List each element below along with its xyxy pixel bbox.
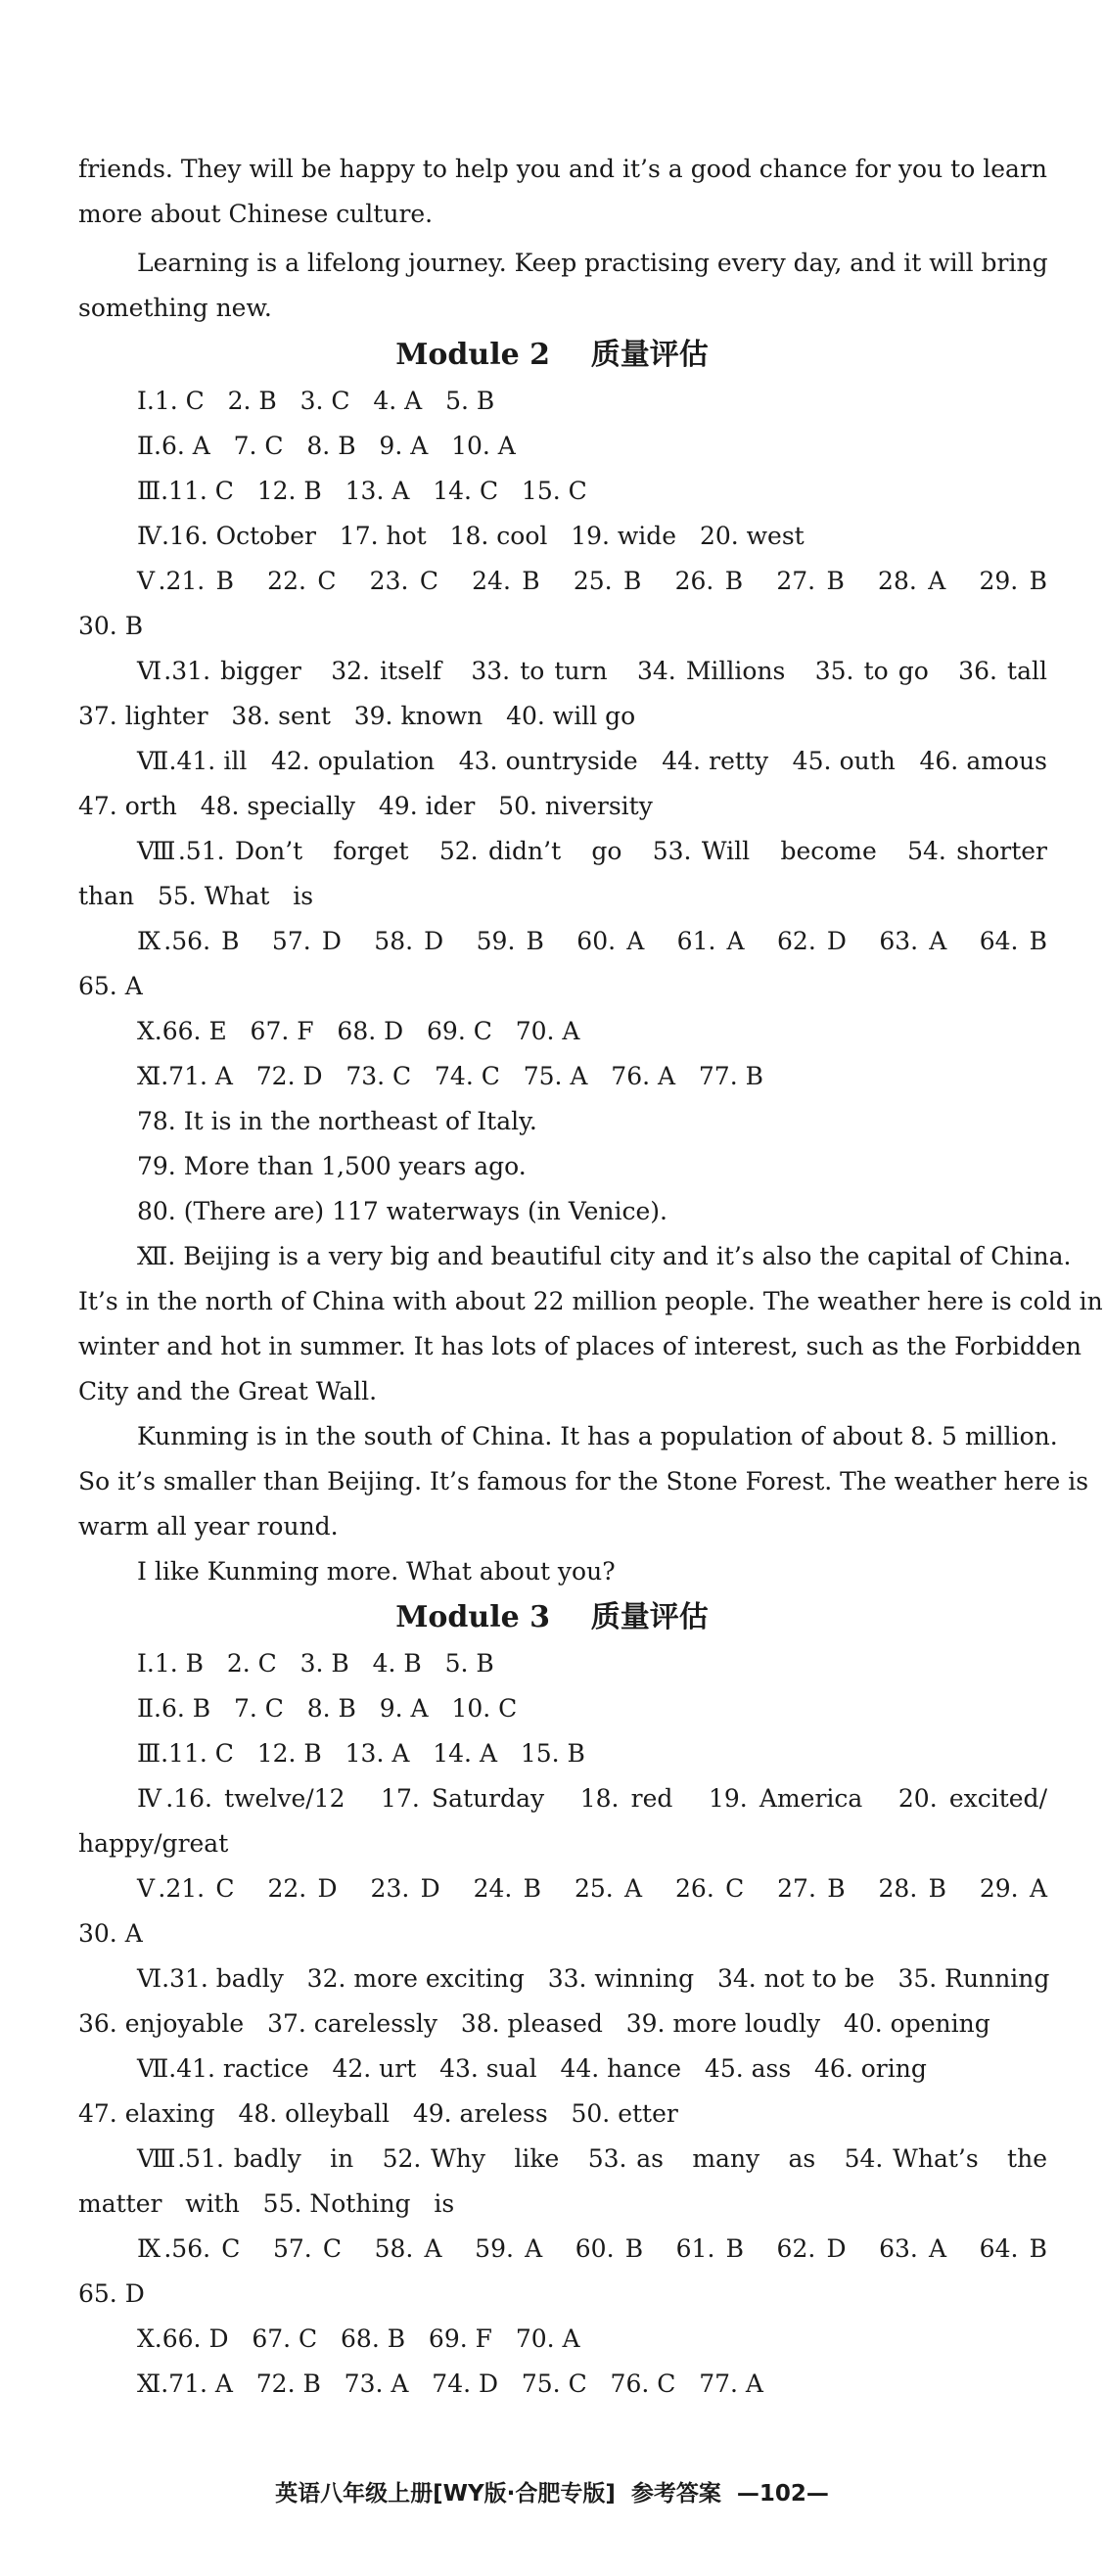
module2-title: Module 2 质量评估 (395, 338, 709, 372)
answer-line: Ⅲ.11. C 12. B 13. A 14. A 15. B (137, 1739, 585, 1768)
essay-line: winter and hot in summer. It has lots of places of interest, such as the Forbidden (78, 1332, 1081, 1360)
answer-line: Ⅳ.16. twelve/12 17. Saturday 18. red 19. America 20. excited/ (137, 1784, 1047, 1813)
answer-line: Ⅶ.41. ractice 42. urt 43. sual 44. hance 45. ass 46. oring (137, 2054, 927, 2083)
answer-line: 47. orth 48. specially 49. ider 50. niversity (78, 792, 653, 820)
essay-line: I like Kunming more. What about you? (137, 1557, 616, 1586)
intro-line: something new. (78, 294, 272, 322)
answer-line: Ⅱ.6. B 7. C 8. B 9. A 10. C (137, 1694, 518, 1723)
answer-line: Ⅱ.6. A 7. C 8. B 9. A 10. A (137, 432, 516, 460)
answer-line: Ⅸ.56. B 57. D 58. D 59. B 60. A 61. A 62. D 63. A 64. B (137, 927, 1047, 955)
answer-line: Ⅹ.66. E 67. F 68. D 69. C 70. A (137, 1017, 580, 1045)
essay-line: warm all year round. (78, 1512, 339, 1541)
answer-line: Ⅹ.66. D 67. C 68. B 69. F 70. A (137, 2324, 580, 2353)
intro-line: Learning is a lifelong journey. Keep practising every day, and it will bring (137, 249, 1048, 277)
module3-title: Module 3 质量评估 (395, 1600, 709, 1634)
answer-line: Ⅷ.51. Don’t forget 52. didn’t go 53. Will become 54. shorter (137, 837, 1047, 865)
answer-line: 65. A (78, 972, 143, 1000)
intro-line: friends. They will be happy to help you and it’s a good chance for you to learn (78, 155, 1047, 183)
essay-line: Ⅻ. Beijing is a very big and beautiful city and it’s also the capital of China. (137, 1242, 1072, 1270)
answer-line: 80. (There are) 117 waterways (in Venice). (137, 1197, 667, 1225)
answer-line: happy/great (78, 1829, 229, 1858)
answer-line: Ⅵ.31. bigger 32. itself 33. to turn 34. Millions 35. to go 36. tall (137, 657, 1047, 685)
page-footer: 英语八年级上册[WY版·合肥专版] 参考答案 —102— (275, 2481, 829, 2507)
answer-line: 30. B (78, 612, 144, 640)
answer-line: Ⅶ.41. ill 42. opulation 43. ountryside 44. retty 45. outh 46. amous (137, 747, 1047, 775)
answer-line: Ⅳ.16. October 17. hot 18. cool 19. wide 20. west (137, 522, 805, 550)
answer-line: matter with 55. Nothing is (78, 2189, 455, 2218)
answer-line: Ⅲ.11. C 12. B 13. A 14. C 15. C (137, 477, 587, 505)
answer-line: Ⅰ.1. C 2. B 3. C 4. A 5. B (137, 387, 495, 415)
answer-line: Ⅵ.31. badly 32. more exciting 33. winning 34. not to be 35. Running (137, 1964, 1050, 1993)
answer-line: Ⅺ.71. A 72. D 73. C 74. C 75. A 76. A 77. B (137, 1062, 763, 1090)
answer-line: Ⅴ.21. C 22. D 23. D 24. B 25. A 26. C 27. B 28. B 29. A (137, 1874, 1047, 1903)
essay-line: City and the Great Wall. (78, 1377, 378, 1405)
intro-line: more about Chinese culture. (78, 200, 434, 228)
answer-line: Ⅰ.1. B 2. C 3. B 4. B 5. B (137, 1649, 494, 1678)
answer-line: 47. elaxing 48. olleyball 49. areless 50. etter (78, 2099, 678, 2128)
essay-line: Kunming is in the south of China. It has a population of about 8. 5 million. (137, 1422, 1058, 1450)
answer-line: 37. lighter 38. sent 39. known 40. will go (78, 702, 636, 730)
answer-line: Ⅴ.21. B 22. C 23. C 24. B 25. B 26. B 27. B 28. A 29. B (137, 567, 1047, 595)
answer-line: 79. More than 1,500 years ago. (137, 1152, 527, 1180)
essay-line: So it’s smaller than Beijing. It’s famous for the Stone Forest. The weather here is (78, 1467, 1089, 1495)
answer-line: Ⅸ.56. C 57. C 58. A 59. A 60. B 61. B 62. D 63. A 64. B (137, 2234, 1047, 2263)
answer-line: 78. It is in the northeast of Italy. (137, 1107, 537, 1135)
answer-line: Ⅺ.71. A 72. B 73. A 74. D 75. C 76. C 77. A (137, 2369, 763, 2398)
answer-line: Ⅷ.51. badly in 52. Why like 53. as many as 54. What’s the (137, 2144, 1047, 2173)
answer-line: 65. D (78, 2279, 145, 2308)
answer-line: 30. A (78, 1919, 143, 1948)
essay-line: It’s in the north of China with about 22 million people. The weather here is cold in (78, 1287, 1103, 1315)
answer-line: than 55. What is (78, 882, 314, 910)
answer-line: 36. enjoyable 37. carelessly 38. pleased 39. more loudly 40. opening (78, 2009, 990, 2038)
